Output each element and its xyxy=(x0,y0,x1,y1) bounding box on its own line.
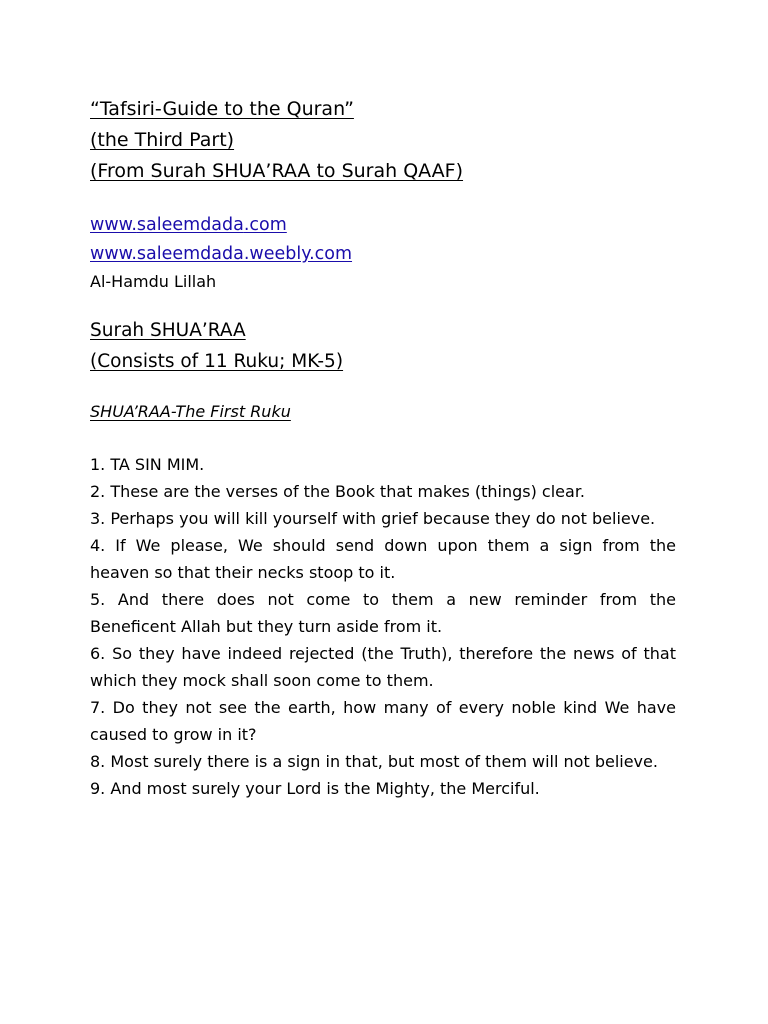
verse-list xyxy=(90,451,676,802)
ruku-heading: SHUA’RAA-The First Ruku xyxy=(90,402,291,421)
verse-3: 3. Perhaps you will kill yourself with grief because they do not believe. xyxy=(90,509,656,528)
link-saleemdada-prefix: www. xyxy=(90,215,137,235)
verse-5: 5. And there does not come to them a new reminder from the Beneficent Allah but they turn aside from it. xyxy=(90,590,676,636)
link-saleemdada-weebly[interactable]: www.saleemdada.weebly.com xyxy=(90,244,353,264)
verse-6: 6. So they have indeed rejected (the Truth), therefore the news of that which they mock shall soon come to them. xyxy=(90,644,676,690)
verse-1: 1. TA SIN MIM. xyxy=(90,455,205,474)
verse-2: 2. These are the verses of the Book that makes (things) clear. xyxy=(90,482,586,501)
document-page xyxy=(90,94,676,802)
book-title: “Tafsiri-Guide to the Quran” xyxy=(90,98,354,120)
verse-9: 9. And most surely your Lord is the Mighty, the Merciful. xyxy=(90,779,540,798)
verse-7: 7. Do they not see the earth, how many of every noble kind We have caused to grow in it? xyxy=(90,698,676,744)
surah-consists: (Consists of 11 Ruku; MK-5) xyxy=(90,351,344,372)
book-range: (From Surah SHUA’RAA to Surah QAAF) xyxy=(90,160,464,182)
surah-name: Surah SHUA’RAA xyxy=(90,320,246,341)
verse-8: 8. Most surely there is a sign in that, but most of them will not believe. xyxy=(90,752,658,771)
book-part: (the Third Part) xyxy=(90,129,235,151)
link-saleemdada[interactable] xyxy=(90,211,676,240)
link-saleemdada-suffix: .com xyxy=(243,215,287,235)
praise-text: Al-Hamdu Lillah xyxy=(90,272,217,291)
verse-4: 4. If We please, We should send down upon them a sign from the heaven so that their necks stoop to it. xyxy=(90,536,676,582)
link-saleemdada-middle: saleemdada xyxy=(136,215,244,235)
